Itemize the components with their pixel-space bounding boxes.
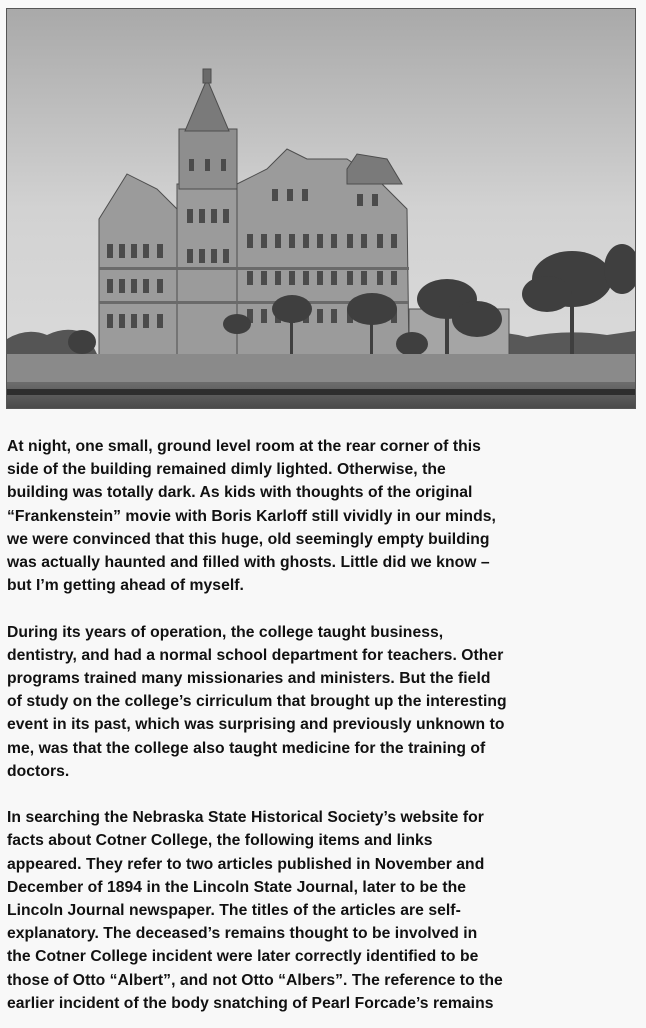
paragraph-2: During its years of operation, the college taught business, dentistry, and had a normal school department for teachers. Other programs trained many missionaries and ministers. But the field of study on the college’s cirriculum that brought up the interesting event in its past, which was surprising and previously unknown to me, was that the college also taught medicine for the training of doctors. bbox=[7, 623, 507, 780]
paragraph-3: In searching the Nebraska State Historical Society’s website for facts about Cotner College, the following items and links appeared. They refer to two articles published in November and December of 1894 in the Lincoln State Journal, later to be the Lincoln Journal newspaper. The titles of the articles are self- explanatory. The deceased’s remains thought to be involved in the Cotner College incident were later correctly identified to be those of Otto “Albert”, and not Otto “Albers”. The reference to the earlier incident of the body snatching of Pearl Forcade’s remains bbox=[7, 809, 503, 1012]
paragraph-1: At night, one small, ground level room at the rear corner of this side of the building remained dimly lighted. Otherwise, the building was totally dark. As kids with thoughts of the original “Frankenstein” movie with Boris Karloff still vividly in our minds, we were convinced that this huge, old seemingly empty building was actually haunted and filled with ghosts. Little did we know – but I’m getting ahead of myself. bbox=[7, 438, 496, 595]
building-photograph bbox=[7, 9, 635, 408]
college-building-photo bbox=[6, 8, 636, 409]
article-text bbox=[7, 435, 642, 1028]
